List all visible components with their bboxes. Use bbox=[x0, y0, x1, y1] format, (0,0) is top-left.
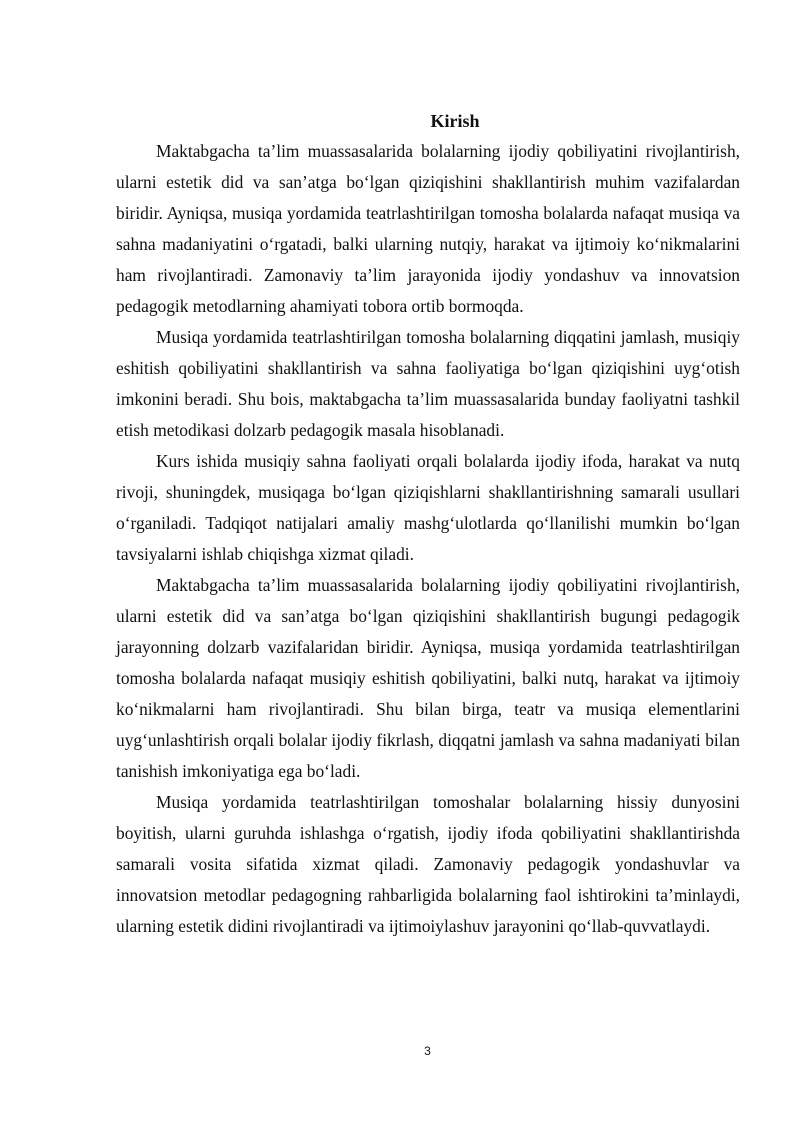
paragraph: Musiqa yordamida teatrlashtirilgan tomosha bolalarning diqqatini jamlash, musiqiy eshitish qobiliyatini shakllantirish va sahna faoliyatiga bo‘lgan qiziqishini uyg‘otish imkonini beradi. Shu bois, maktabgacha ta’lim muassasalarida bunday faoliyatni tashkil etish metodikasi dolzarb pedagogik masala hisoblanadi. bbox=[116, 327, 740, 440]
paragraph: Maktabgacha ta’lim muassasalarida bolalarning ijodiy qobiliyatini rivojlantirish, ularni estetik did va san’atga bo‘lgan qiziqishini shakllantirish muhim vazifalardan biridir. Ayniqsa, musiqa yordamida teatrlashtirilgan tomosha bolalarda nafaqat musiqa va sahna madaniyatini o‘rgatadi, balki ularning nutqiy, harakat va ijtimoiy ko‘nikmalarini ham rivojlantiradi. Zamonaviy ta’lim jarayonida ijodiy yondashuv va innovatsion pedagogik metodlarning ahamiyati tobora ortib bormoqda. bbox=[116, 141, 740, 316]
paragraph: Maktabgacha ta’lim muassasalarida bolalarning ijodiy qobiliyatini rivojlantirish, ularni estetik did va san’atga bo‘lgan qiziqishini shakllantirish bugungi pedagogik jarayonning dolzarb vazifalaridan biridir. Ayniqsa, musiqa yordamida teatrlashtirilgan tomosha bolalarda nafaqat musiqiy eshitish qobiliyatini, balki nutq, harakat va ijtimoiy ko‘nikmalarni ham rivojlantiradi. Shu bilan birga, teatr va musiqa elementlarini uyg‘unlashtirish orqali bolalar ijodiy fikrlash, diqqatni jamlash va sahna madaniyati bilan tanishish imkoniyatiga ega bo‘ladi. bbox=[116, 575, 740, 781]
paragraph: Musiqa yordamida teatrlashtirilgan tomoshalar bolalarning hissiy dunyosini boyitish, ularni guruhda ishlashga o‘rgatish, ijodiy ifoda qobiliyatini shakllantirishda samarali vosita sifatida xizmat qiladi. Zamonaviy pedagogik yondashuvlar va innovatsion metodlar pedagogning rahbarligida bolalarning faol ishtirokini ta’minlaydi, ularning estetik didini rivojlantiradi va ijtimoiylashuv jarayonini qo‘llab-quvvatlaydi. bbox=[116, 792, 740, 936]
body-text bbox=[116, 136, 740, 942]
page-title: Kirish bbox=[430, 111, 480, 131]
page-number: 3 bbox=[424, 1044, 431, 1058]
paragraph: Kurs ishida musiqiy sahna faoliyati orqali bolalarda ijodiy ifoda, harakat va nutq rivoji, shuningdek, musiqaga bo‘lgan qiziqishlarni shakllantirishning samarali usullari o‘rganiladi. Tadqiqot natijalari amaliy mashg‘ulotlarda qo‘llanilishi mumkin bo‘lgan tavsiyalarni ishlab chiqishga xizmat qiladi. bbox=[116, 451, 740, 564]
